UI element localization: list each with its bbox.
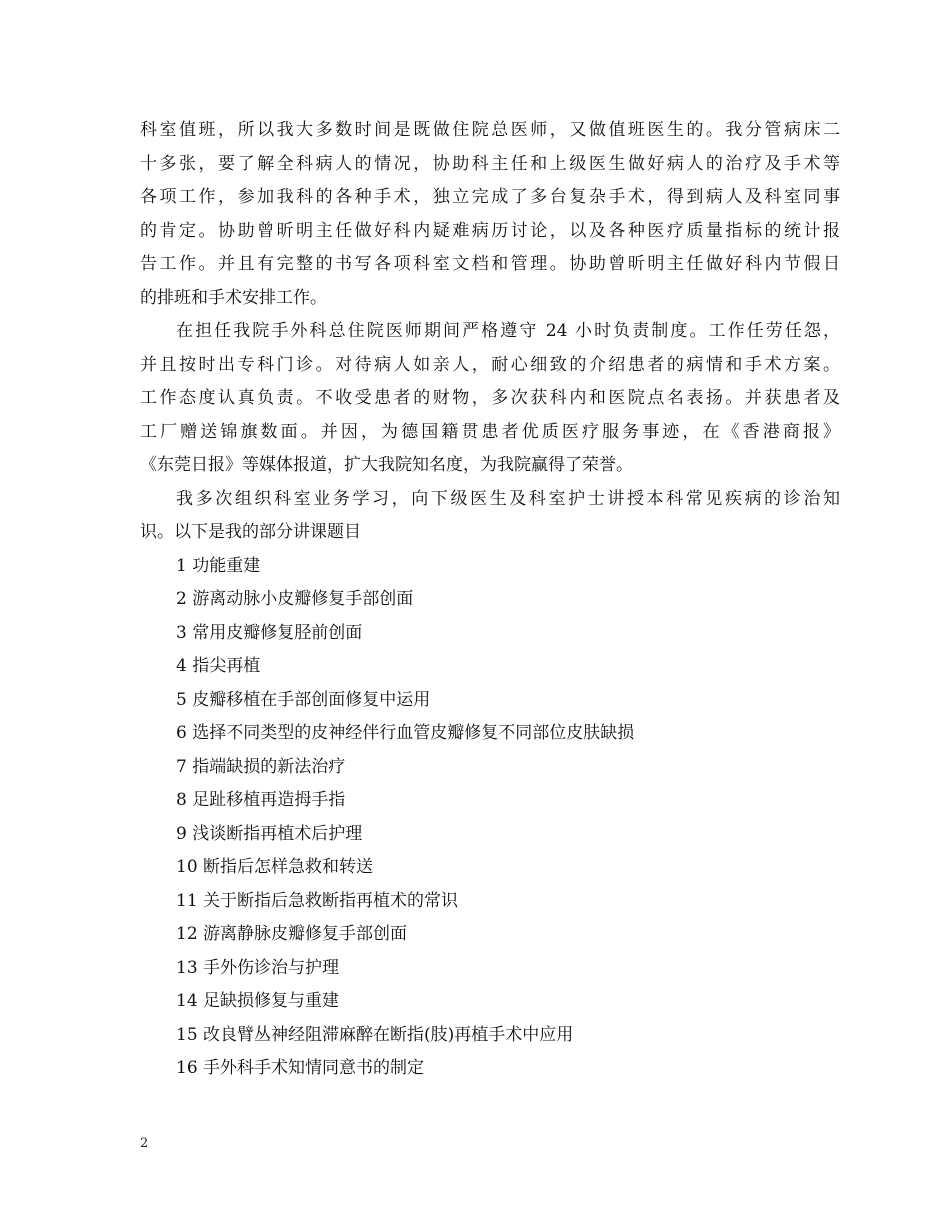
list-item: 5 皮瓣移植在手部创面修复中运用 — [176, 689, 431, 710]
text-line: 《东莞日报》等媒体报道，扩大我院知名度，为我院赢得了荣誉。 — [140, 455, 633, 475]
list-item: 12 游离静脉皮瓣修复手部创面 — [176, 924, 408, 944]
list-item: 4 指尖再植 — [176, 656, 261, 676]
list-item: 16 手外科手术知情同意书的制定 — [176, 1058, 425, 1078]
text-line: 并且按时出专科门诊。对待病人如亲人，耐心细致的介绍患者的病情和手术方案。 — [140, 354, 840, 375]
list-item: 7 指端缺损的新法治疗 — [176, 756, 346, 777]
page-number: 2 — [140, 1136, 149, 1151]
list-item: 8 足趾移植再造拇手指 — [176, 790, 346, 810]
text-line: 各项工作，参加我科的各种手术，独立完成了多台复杂手术，得到病人及科室同事 — [140, 187, 840, 207]
text-line: 工作态度认真负责。不收受患者的财物，多次获科内和医院点名表扬。并获患者及 — [140, 388, 840, 408]
paragraph-1 — [140, 114, 840, 315]
text-line: 科室值班，所以我大多数时间是既做住院总医师，又做值班医生的。我分管病床二 — [140, 120, 840, 140]
list-item: 6 选择不同类型的皮神经伴行血管皮瓣修复不同部位皮肤缺损 — [176, 723, 635, 743]
paragraph-3 — [140, 483, 840, 550]
text-line: 十多张，要了解全科病人的情况，协助科主任和上级医生做好病人的治疗及手术等 — [140, 153, 840, 174]
text-line: 工厂赠送锦旗数面。并因，为德国籍贯患者优质医疗服务事迹，在《香港商报》 — [140, 421, 840, 442]
document-body — [140, 114, 840, 1086]
paragraph-2 — [140, 315, 840, 483]
list-item: 10 断指后怎样急救和转送 — [176, 857, 374, 877]
list-item: 11 关于断指后急救断指再植术的常识 — [176, 890, 459, 911]
text-line: 的排班和手术安排工作。 — [140, 287, 327, 308]
list-item: 3 常用皮瓣修复胫前创面 — [176, 622, 363, 643]
text-line: 告工作。并且有完整的书写各项科室文档和管理。协助曾昕明主任做好科内节假日 — [140, 254, 840, 274]
text-line: 识。以下是我的部分讲课题目 — [140, 522, 361, 542]
list-item: 14 足缺损修复与重建 — [176, 991, 340, 1011]
list-item: 15 改良臂丛神经阻滞麻醉在断指(肢)再植手术中应用 — [176, 1024, 574, 1045]
text-line: 在担任我院手外科总住院医师期间严格遵守 24 小时负责制度。工作任劳任怨， — [176, 321, 840, 341]
list-item: 2 游离动脉小皮瓣修复手部创面 — [176, 589, 414, 609]
text-line: 的肯定。协助曾昕明主任做好科内疑难病历讨论，以及各种医疗质量指标的统计报 — [140, 220, 840, 241]
list-item: 13 手外伤诊治与护理 — [176, 957, 340, 978]
lecture-topic-list — [140, 550, 840, 1086]
list-item: 9 浅谈断指再植术后护理 — [176, 823, 363, 844]
text-line: 我多次组织科室业务学习，向下级医生及科室护士讲授本科常见疾病的诊治知 — [176, 488, 840, 509]
list-item: 1 功能重建 — [176, 555, 261, 576]
